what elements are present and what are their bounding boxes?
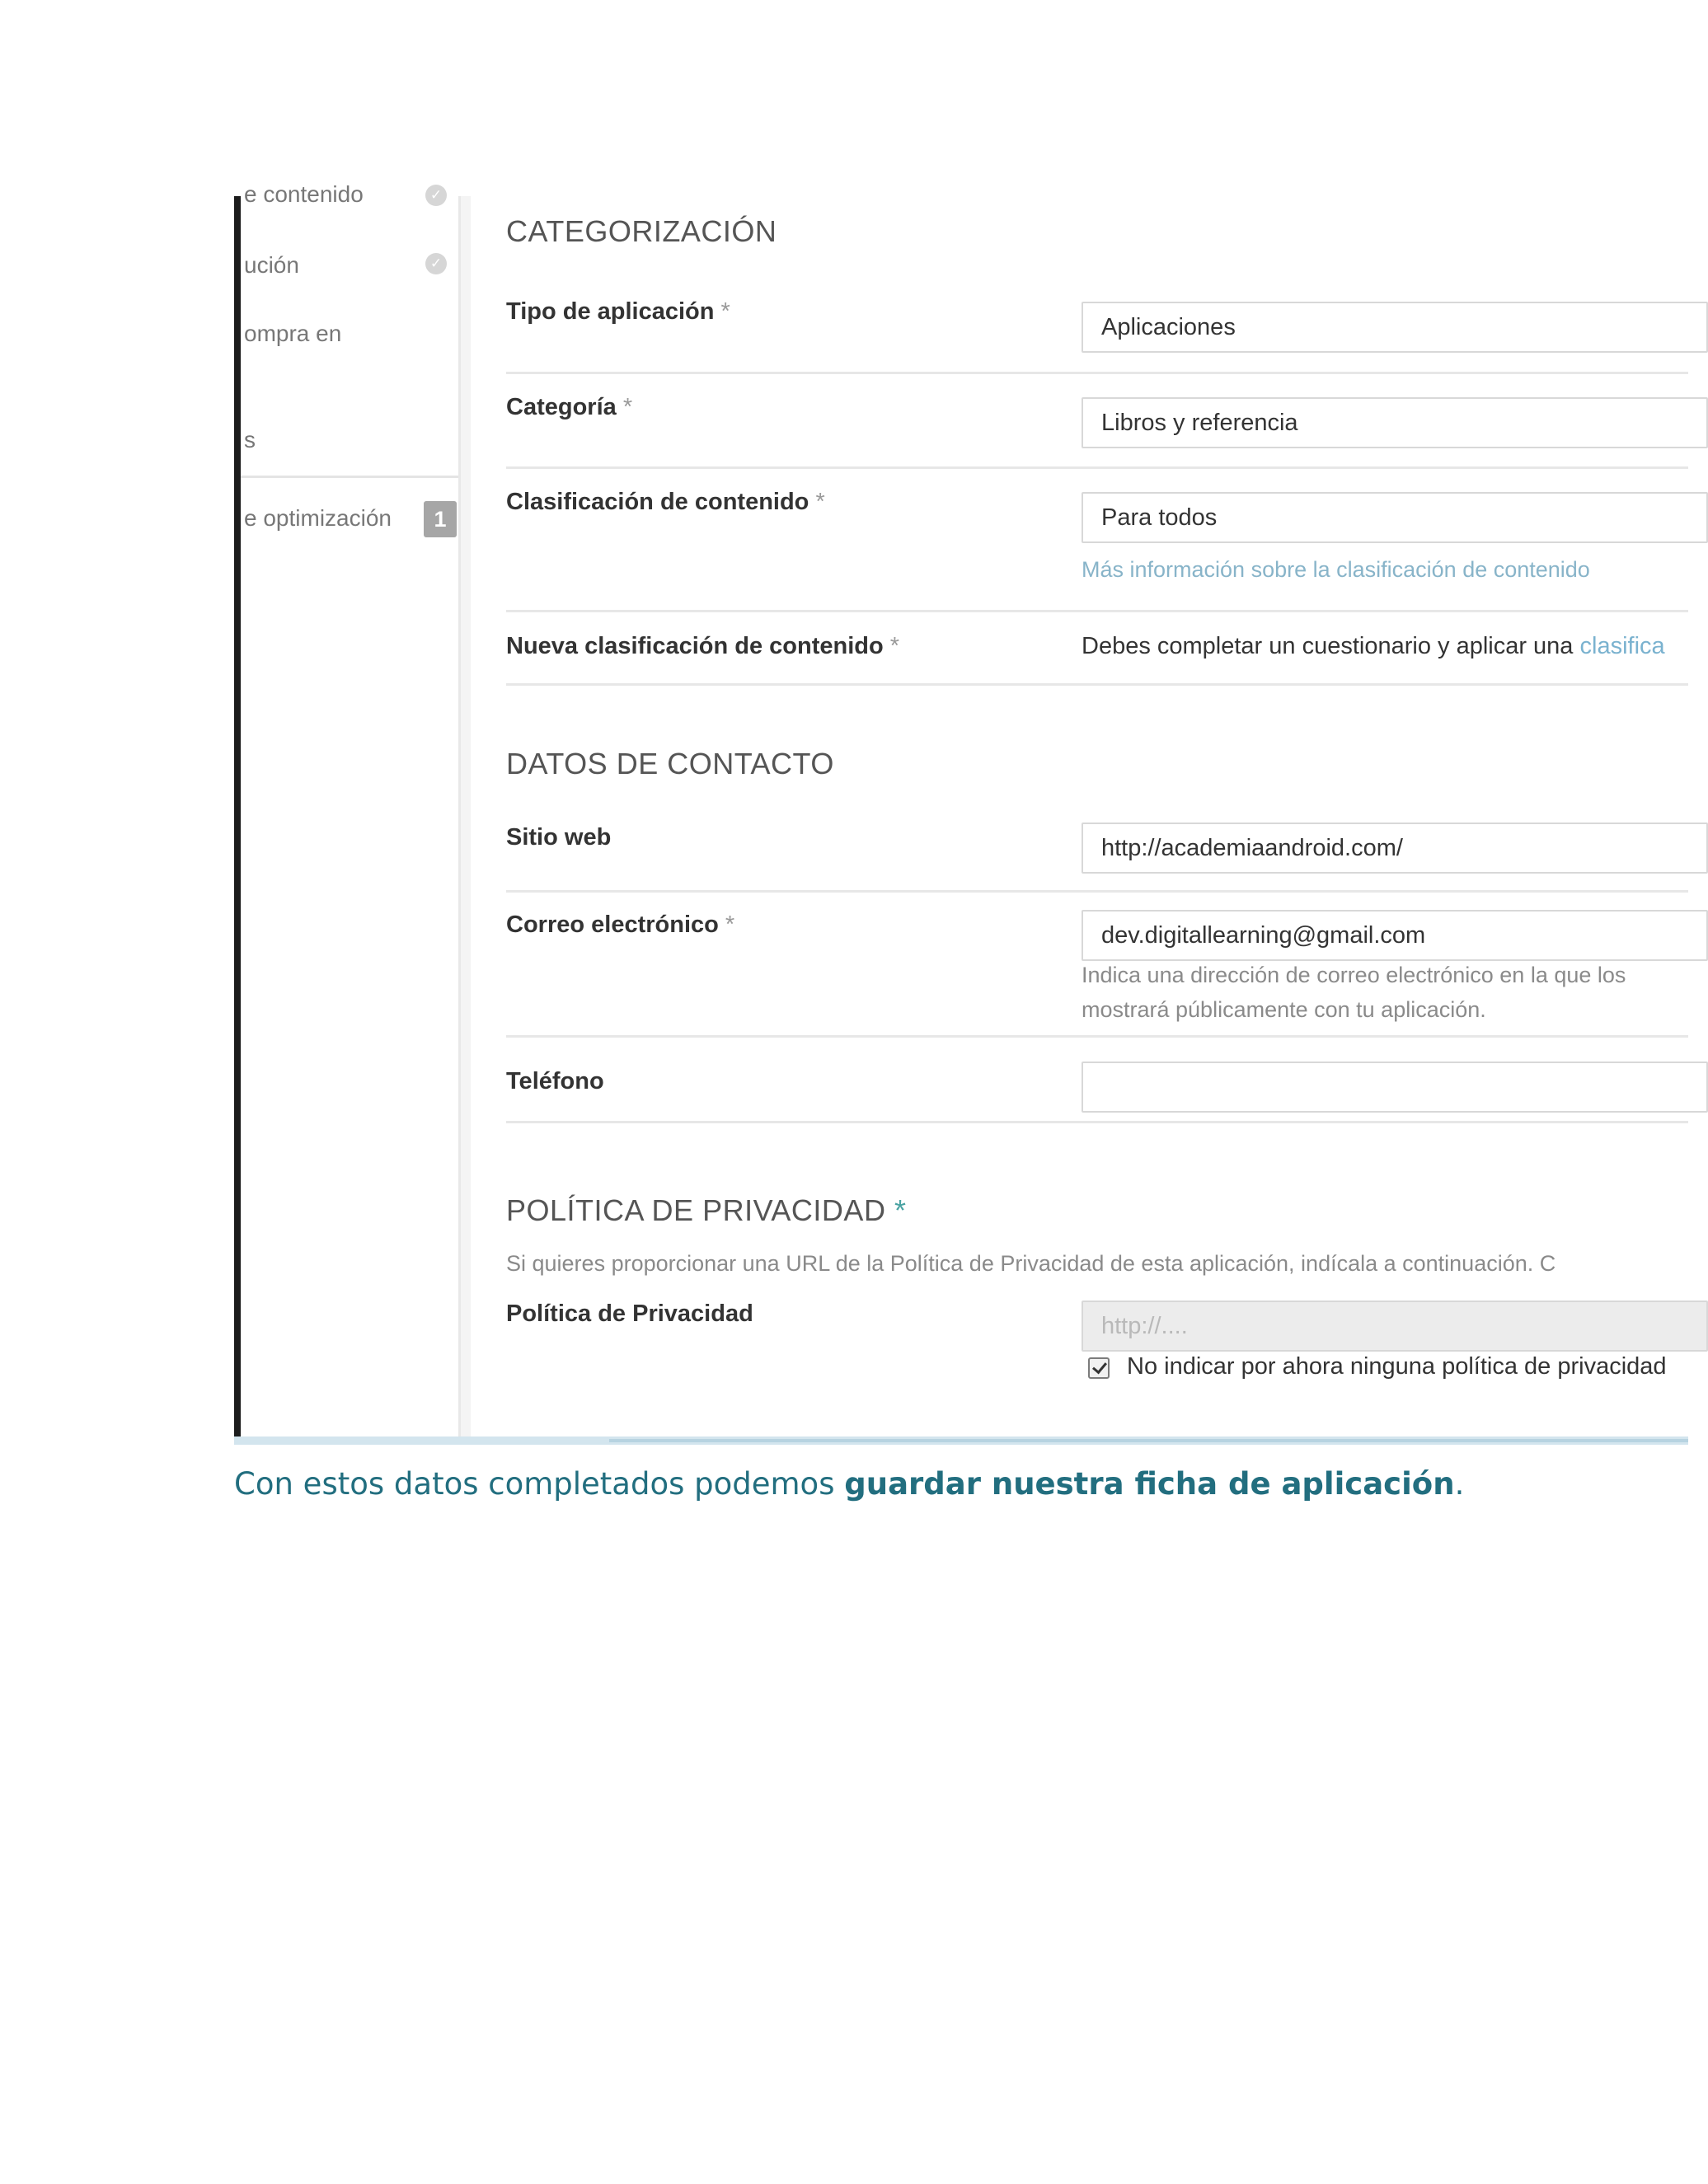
phone-label: Teléfono [506,1068,604,1094]
sidebar-item-label: ución [244,252,299,278]
privacy-title: POLÍTICA DE PRIVACIDAD * [506,1193,907,1227]
caption: Con estos datos completados podemos guardar nuestra ficha de aplicación. [234,1466,1465,1502]
screenshot-bottom-bar [234,1436,1688,1445]
website-input[interactable]: http://academiaandroid.com/ [1082,823,1708,874]
phone-input[interactable] [1082,1062,1708,1113]
check-circle-icon: ✓ [425,253,447,274]
sidebar [241,181,458,1436]
privacy-policy-label: Política de Privacidad [506,1301,753,1327]
contact-title: DATOS DE CONTACTO [506,747,834,780]
app-type-label: Tipo de aplicación * [506,298,730,325]
content-rating-label: Clasificación de contenido * [506,489,825,515]
email-help-text: Indica una dirección de correo electrónico en la que los mostrará públicamente con tu aplicación. [1082,963,1626,1022]
sidebar-separator [241,476,458,478]
new-content-rating-label: Nueva clasificación de contenido * [506,633,900,659]
row-divider [506,683,1688,686]
privacy-intro-text: Si quieres proporcionar una URL de la Política de Privacidad de esta aplicación, indícala a continuación. C [506,1251,1556,1276]
sidebar-item-services[interactable] [244,427,256,453]
app-type-select[interactable]: Aplicaciones [1082,302,1708,353]
optimization-count-badge: 1 [424,501,457,537]
row-divider [506,466,1688,469]
category-label: Categoría * [506,394,633,420]
sidebar-item-in-app-purchase[interactable] [244,321,341,347]
screenshot-left-edge [234,196,241,1445]
email-label: Correo electrónico * [506,912,735,938]
categorization-title: CATEGORIZACIÓN [506,214,777,248]
rating-link[interactable]: clasifica [1579,633,1665,659]
row-divider [506,372,1688,374]
content-rating-select[interactable]: Para todos [1082,492,1708,543]
new-content-rating-text: Debes completar un cuestionario y aplicar una clasifica [1082,633,1665,659]
row-divider [506,890,1688,893]
privacy-policy-url-input[interactable]: http://.... [1082,1301,1708,1352]
bottom-bar-accent [609,1439,1688,1442]
sidebar-item-label: ompra en [244,321,342,346]
no-privacy-policy-label[interactable]: No indicar por ahora ninguna política de privacidad [1127,1353,1667,1380]
content-rating-info-link[interactable]: Más información sobre la clasificación de contenido [1082,557,1590,582]
check-circle-icon: ✓ [425,185,447,206]
sidebar-item-label: e optimización [244,505,392,531]
website-label: Sitio web [506,824,612,851]
row-divider [506,610,1688,612]
sidebar-gutter [461,196,471,1436]
screenshot-frame [234,181,1688,1445]
row-divider [506,1035,1688,1038]
sidebar-item-label: s [244,427,256,452]
email-field[interactable]: dev.digitallearning@gmail.com [1082,910,1708,961]
sidebar-item-label: e contenido [244,181,364,207]
category-select[interactable]: Libros y referencia [1082,397,1708,448]
sidebar-item-optimization[interactable] [244,505,392,532]
sidebar-item-content[interactable] [244,181,364,208]
no-privacy-policy-checkbox[interactable] [1088,1357,1110,1379]
caption-bold: guardar nuestra ficha de aplicación [844,1466,1455,1502]
row-divider [506,1121,1688,1123]
sidebar-item-pricing-distribution[interactable] [244,252,299,279]
